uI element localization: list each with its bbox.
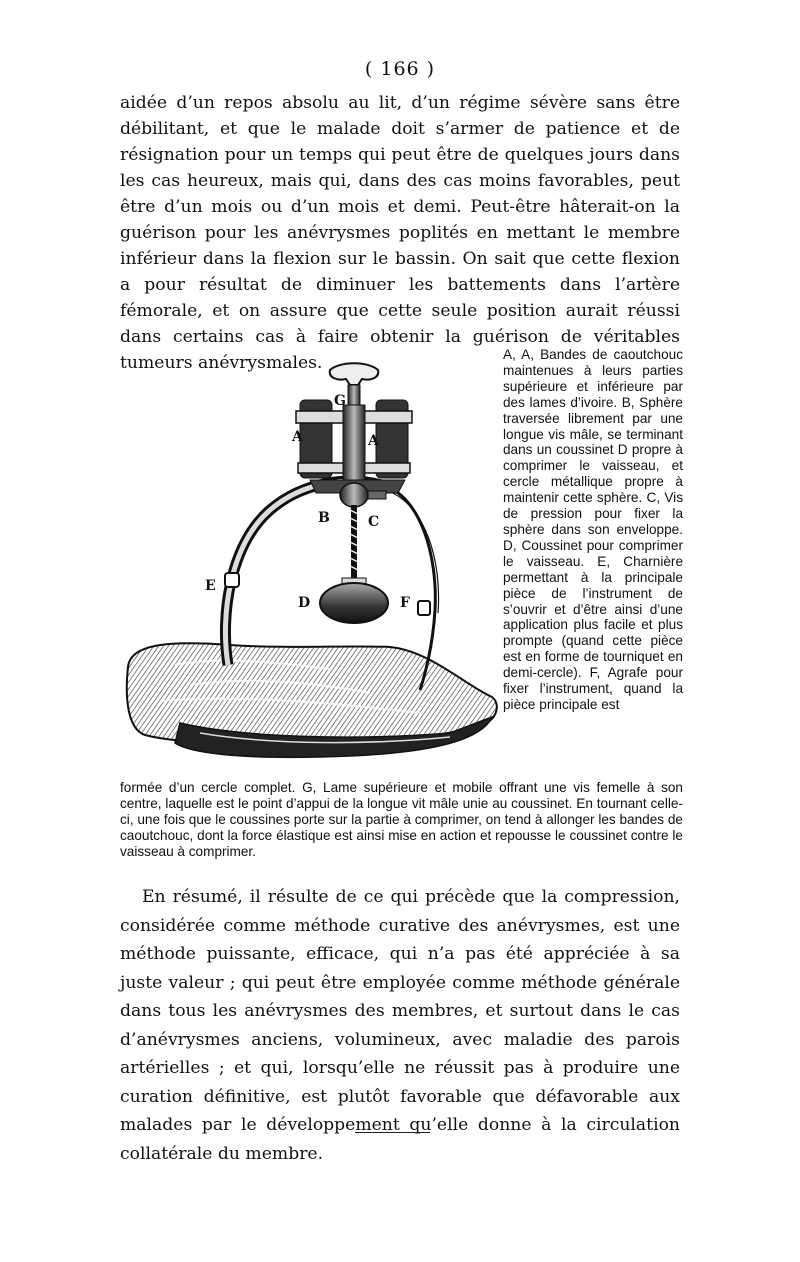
- label-e: E: [205, 578, 216, 594]
- figure-caption-side: A, A, Bandes de caoutchouc maintenues à leurs parties supérieure et inférieure par des lames d’ivoire. B, Sphère traversée librement par une longue vis mâle, se terminant dans un coussinet D propre à comprimer le vaisseau, et cercle métallique propre à maintenir cette sphère. C, Vis de pression pour fixer la sphère dans son enveloppe. D, Coussinet pour comprimer le vaisseau. E, Charnière permettant à la principale pièce de l’instrument de s’ouvrir et d’être ainsi d’une application plus facile et plus prompte (quand cette pièce est en forme de tourniquet en demi-cercle). F, Agrafe pour fixer l’instrument, quand la pièce principale est: [503, 347, 683, 712]
- screw-mechanism: [296, 363, 412, 623]
- limb-cushion: [127, 643, 497, 757]
- label-g: G: [334, 393, 346, 409]
- label-a-left: A: [292, 429, 303, 445]
- page-number: ( 166 ): [364, 58, 436, 80]
- label-f: F: [400, 595, 410, 611]
- paragraph-intro: aidée d’un repos absolu au lit, d’un régime sévère sans être débilitant, et que le malade doit s’armer de patience et de résignation pour un temps qui peut être de quelques jours dans les cas heureux, mais qui, dans des cas moins favorables, peut être d’un mois ou d’un mois et demi. Peut-être hâterait-on la guérison pour les anévrysmes poplités en mettant le membre inférieur dans la flexion sur le bassin. On sait que cette flexion a pour résultat de diminuer les battements dans l’artère fémorale, et on assure que cette seule position aurait réussi dans certains cas à faire obtenir la guérison de véritables tumeurs anévrysmales.: [120, 93, 680, 373]
- label-a-right: A: [368, 433, 379, 449]
- label-b: B: [318, 510, 330, 526]
- paragraph-summary: En résumé, il résulte de ce qui précède que la compression, considérée comme méthode curative des anévrysmes, est une méthode puissante, efficace, qui n’a pas été appréciée à sa juste valeur ; qui peut être employée comme méthode générale dans tous les anévrysmes des membres, et surtout dans le cas d’anévrysmes anciens, volumineux, avec maladie des parois artérielles ; et qui, lorsqu’elle ne réussit pas à produire une curation définitive, est plutôt favorable que défavorable aux malades par le développement qu’elle donne à la circulation collatérale du membre.: [120, 887, 680, 1164]
- figure-caption-bottom: formée d’un cercle complet. G, Lame supérieure et mobile offrant une vis femelle à son centre, laquelle est le point d’appui de la longue vit mâle unie au coussinet. En tournant celle-ci, une fois que le coussines porte sur la partie à comprimer, on tend à allonger les bandes de caoutchouc, dont la force élastique est ainsi mise en action et repousse le coussinet contre le vaisseau à comprimer.: [120, 780, 683, 859]
- label-c: C: [368, 514, 380, 530]
- compression-instrument-illustration: [120, 345, 502, 777]
- label-d: D: [298, 595, 311, 611]
- end-rule: [355, 1132, 430, 1133]
